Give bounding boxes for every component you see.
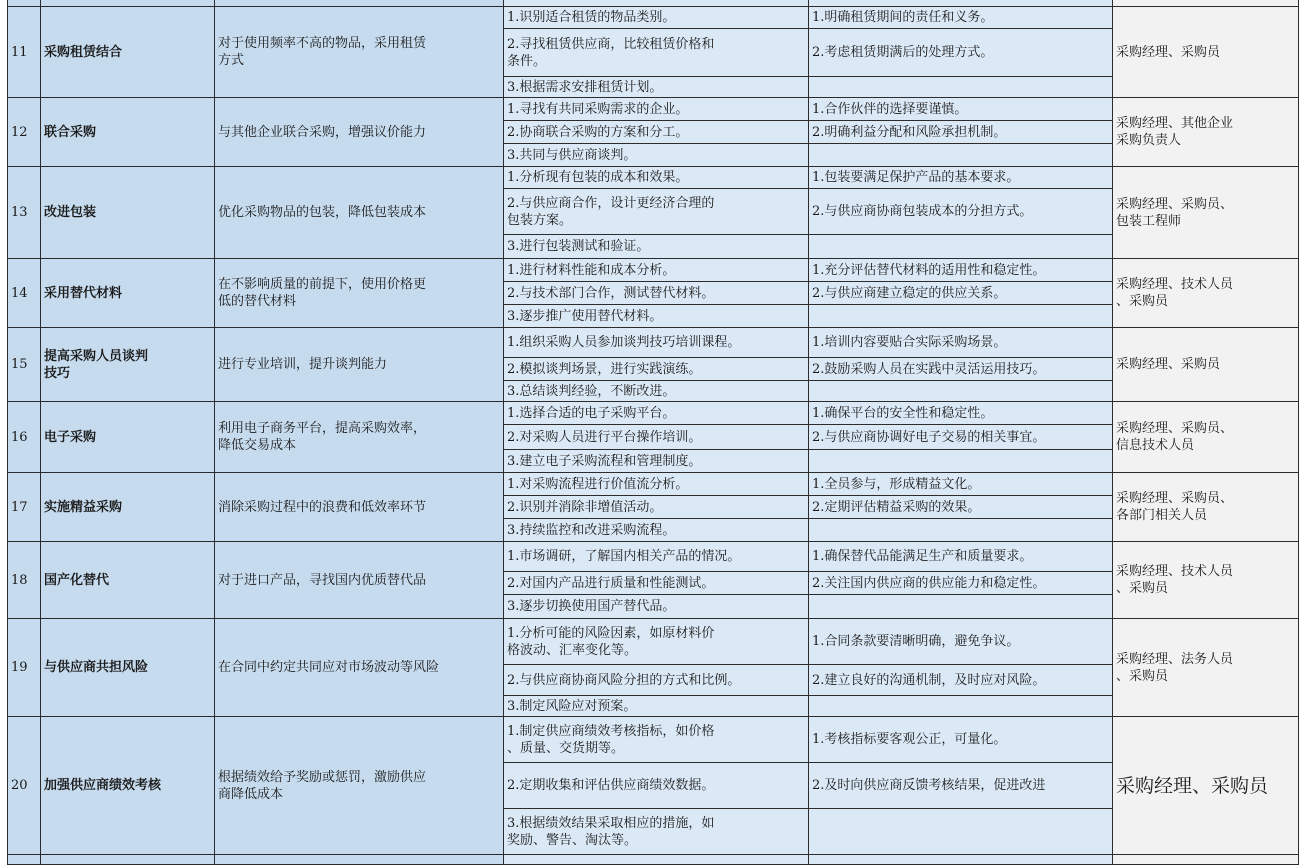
implementation-step: 2.模拟谈判场景，进行实践演练。	[504, 358, 809, 381]
caution-note: 1.充分评估替代材料的适用性和稳定性。	[809, 259, 1113, 282]
measure-name: 实施精益采购	[41, 473, 215, 542]
caution-note: 2.与供应商建立稳定的供应关系。	[809, 282, 1113, 305]
caution-note: 2.建立良好的沟通机制，及时应对风险。	[809, 665, 1113, 696]
responsible-roles: 采购经理、法务人员 、采购员	[1113, 619, 1299, 717]
table-row	[8, 542, 1299, 572]
implementation-step: 1.识别适合租赁的物品类别。	[504, 7, 809, 29]
implementation-step: 1.进行材料性能和成本分析。	[504, 259, 809, 282]
caution-note: 2.定期评估精益采购的效果。	[809, 496, 1113, 519]
responsible-roles: 采购经理、采购员、 各部门相关人员	[1113, 473, 1299, 542]
caution-note: 1.包装要满足保护产品的基本要求。	[809, 167, 1113, 189]
implementation-step: 2.与供应商合作，设计更经济合理的 包装方案。	[504, 189, 809, 235]
measure-description: 进行专业培训，提升谈判能力	[215, 328, 504, 402]
measure-description: 在合同中约定共同应对市场波动等风险	[215, 619, 504, 717]
caution-note: 1.明确租赁期间的责任和义务。	[809, 7, 1113, 29]
implementation-step: 2.与供应商协商风险分担的方式和比例。	[504, 665, 809, 696]
implementation-step: 1.组织采购人员参加谈判技巧培训课程。	[504, 328, 809, 358]
caution-note: 1.培训内容要贴合实际采购场景。	[809, 328, 1113, 358]
table-row	[8, 717, 1299, 763]
measure-description: 对于使用频率不高的物品，采用租赁 方式	[215, 7, 504, 98]
implementation-step: 3.根据需求安排租赁计划。	[504, 77, 809, 98]
implementation-step: 3.逐步切换使用国产替代品。	[504, 595, 809, 619]
measure-name: 电子采购	[41, 402, 215, 473]
measure-name: 国产化替代	[41, 542, 215, 619]
responsible-roles: 采购经理、技术人员 、采购员	[1113, 259, 1299, 328]
cell-empty	[809, 855, 1113, 865]
table-row	[8, 167, 1299, 189]
caution-note: 2.及时向供应商反馈考核结果，促进改进	[809, 763, 1113, 809]
caution-note: 1.确保替代品能满足生产和质量要求。	[809, 542, 1113, 572]
implementation-step: 2.对国内产品进行质量和性能测试。	[504, 572, 809, 595]
implementation-step: 1.分析可能的风险因素，如原材料价 格波动、汇率变化等。	[504, 619, 809, 665]
table-row	[8, 7, 1299, 29]
table-row	[8, 473, 1299, 496]
caution-note	[809, 595, 1113, 619]
measure-description: 利用电子商务平台，提高采购效率， 降低交易成本	[215, 402, 504, 473]
caution-note	[809, 144, 1113, 167]
cell-empty	[215, 855, 504, 865]
caution-note	[809, 519, 1113, 542]
measure-description: 对于进口产品，寻找国内优质替代品	[215, 542, 504, 619]
measure-description: 优化采购物品的包装，降低包装成本	[215, 167, 504, 259]
implementation-step: 3.持续监控和改进采购流程。	[504, 519, 809, 542]
row-number: 13	[8, 167, 41, 259]
cell-empty	[504, 855, 809, 865]
implementation-step: 3.逐步推广使用替代材料。	[504, 305, 809, 328]
cell-empty	[1113, 855, 1299, 865]
row-number: 19	[8, 619, 41, 717]
table-row	[8, 98, 1299, 121]
responsible-roles: 采购经理、采购员、 信息技术人员	[1113, 402, 1299, 473]
implementation-step: 3.建立电子采购流程和管理制度。	[504, 450, 809, 473]
row-number: 12	[8, 98, 41, 167]
measure-name: 与供应商共担风险	[41, 619, 215, 717]
responsible-roles: 采购经理、其他企业 采购负责人	[1113, 98, 1299, 167]
implementation-step: 2.协商联合采购的方案和分工。	[504, 121, 809, 144]
table-row	[8, 328, 1299, 358]
measure-name: 采用替代材料	[41, 259, 215, 328]
caution-note	[809, 696, 1113, 717]
row-number: 18	[8, 542, 41, 619]
measure-name: 联合采购	[41, 98, 215, 167]
row-number: 17	[8, 473, 41, 542]
implementation-step: 2.识别并消除非增值活动。	[504, 496, 809, 519]
caution-note: 2.鼓励采购人员在实践中灵活运用技巧。	[809, 358, 1113, 381]
implementation-step: 3.进行包装测试和验证。	[504, 235, 809, 259]
caution-note: 1.合同条款要清晰明确，避免争议。	[809, 619, 1113, 665]
measure-name: 改进包装	[41, 167, 215, 259]
caution-note	[809, 450, 1113, 473]
row-number: 11	[8, 7, 41, 98]
cost-reduction-table	[7, 0, 1299, 865]
caution-note: 2.与供应商协调好电子交易的相关事宜。	[809, 425, 1113, 450]
implementation-step: 3.制定风险应对预案。	[504, 696, 809, 717]
implementation-step: 3.共同与供应商谈判。	[504, 144, 809, 167]
row-number: 14	[8, 259, 41, 328]
table-row	[8, 259, 1299, 282]
caution-note	[809, 235, 1113, 259]
cell-empty	[8, 855, 41, 865]
caution-note: 2.关注国内供应商的供应能力和稳定性。	[809, 572, 1113, 595]
implementation-step: 2.对采购人员进行平台操作培训。	[504, 425, 809, 450]
implementation-step: 1.对采购流程进行价值流分析。	[504, 473, 809, 496]
table-row-partial	[8, 855, 1299, 865]
table-row	[8, 402, 1299, 425]
cell-empty	[41, 855, 215, 865]
caution-note	[809, 77, 1113, 98]
implementation-step: 2.寻找租赁供应商，比较租赁价格和 条件。	[504, 29, 809, 77]
caution-note	[809, 809, 1113, 855]
caution-note: 1.合作伙伴的选择要谨慎。	[809, 98, 1113, 121]
caution-note: 2.与供应商协商包装成本的分担方式。	[809, 189, 1113, 235]
implementation-step: 3.根据绩效结果采取相应的措施，如 奖励、警告、淘汰等。	[504, 809, 809, 855]
caution-note: 2.考虑租赁期满后的处理方式。	[809, 29, 1113, 77]
responsible-roles: 采购经理、采购员、 包装工程师	[1113, 167, 1299, 259]
implementation-step: 1.选择合适的电子采购平台。	[504, 402, 809, 425]
caution-note: 1.确保平台的安全性和稳定性。	[809, 402, 1113, 425]
caution-note: 1.考核指标要客观公正，可量化。	[809, 717, 1113, 763]
implementation-step: 1.寻找有共同采购需求的企业。	[504, 98, 809, 121]
caution-note	[809, 305, 1113, 328]
caution-note: 1.全员参与，形成精益文化。	[809, 473, 1113, 496]
implementation-step: 1.分析现有包装的成本和效果。	[504, 167, 809, 189]
measure-description: 在不影响质量的前提下，使用价格更 低的替代材料	[215, 259, 504, 328]
implementation-step: 2.定期收集和评估供应商绩效数据。	[504, 763, 809, 809]
caution-note	[809, 381, 1113, 402]
responsible-roles: 采购经理、技术人员 、采购员	[1113, 542, 1299, 619]
responsible-roles: 采购经理、采购员	[1113, 717, 1299, 855]
measure-description: 消除采购过程中的浪费和低效率环节	[215, 473, 504, 542]
row-number: 16	[8, 402, 41, 473]
implementation-step: 2.与技术部门合作，测试替代材料。	[504, 282, 809, 305]
measure-description: 与其他企业联合采购，增强议价能力	[215, 98, 504, 167]
implementation-step: 3.总结谈判经验，不断改进。	[504, 381, 809, 402]
responsible-roles: 采购经理、采购员	[1113, 328, 1299, 402]
row-number: 20	[8, 717, 41, 855]
measure-name: 加强供应商绩效考核	[41, 717, 215, 855]
responsible-roles: 采购经理、采购员	[1113, 7, 1299, 98]
implementation-step: 1.制定供应商绩效考核指标，如价格 、质量、交货期等。	[504, 717, 809, 763]
caution-note: 2.明确利益分配和风险承担机制。	[809, 121, 1113, 144]
measure-description: 根据绩效给予奖励或惩罚，激励供应 商降低成本	[215, 717, 504, 855]
row-number: 15	[8, 328, 41, 402]
measure-name: 采购租赁结合	[41, 7, 215, 98]
table-row	[8, 619, 1299, 665]
implementation-step: 1.市场调研，了解国内相关产品的情况。	[504, 542, 809, 572]
measure-name: 提高采购人员谈判 技巧	[41, 328, 215, 402]
